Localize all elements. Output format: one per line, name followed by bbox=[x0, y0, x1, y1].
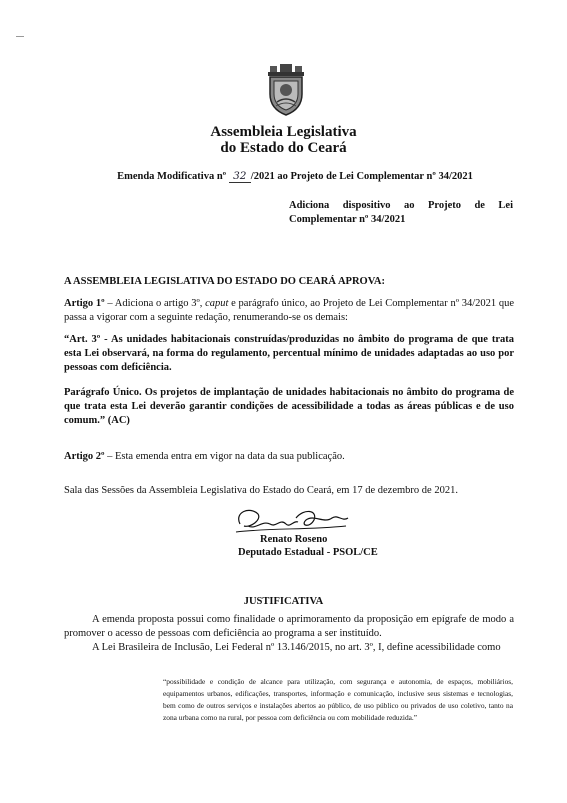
scan-mark bbox=[16, 36, 24, 37]
article-1-caput: caput bbox=[205, 298, 229, 309]
article-1-text-b: e parágrafo único, ao Projeto de Lei Complementar nº 34/2021 que passa a vigorar com a seguinte redação, renumerando-se os demais: bbox=[64, 298, 515, 323]
amendment-title bbox=[60, 170, 530, 183]
paragrafo-unico: Parágrafo Único. Os projetos de implantação de unidades habitacionais no âmbito do programa de que trata esta Lei deverão garantir condições de acessibilidade a todas as áreas públicas e de uso comum.” (AC) bbox=[64, 387, 514, 426]
article-2-label: Artigo 2º bbox=[64, 451, 105, 462]
article-2-text: – Esta emenda entra em vigor na data da sua publicação. bbox=[104, 451, 345, 462]
article-3-text: “Art. 3º - As unidades habitacionais construídas/produzidas no âmbito do programa de que trata esta Lei observará, na forma do regulamento, percentual mínimo de unidades adaptadas ao uso por pessoas com deficiência. bbox=[64, 334, 514, 373]
state-coat-of-arms-icon bbox=[266, 64, 306, 116]
article-1 bbox=[64, 297, 514, 325]
title-suffix: /2021 ao Projeto de Lei Complementar nº 34/2021 bbox=[250, 171, 473, 182]
justificativa-heading: JUSTIFICATIVA bbox=[243, 596, 324, 607]
approval-heading: A ASSEMBLEIA LEGISLATIVA DO ESTADO DO CEARÁ APROVA: bbox=[64, 276, 386, 287]
article-1-label: Artigo 1º bbox=[64, 298, 105, 309]
handwritten-amendment-number: 32 bbox=[229, 170, 251, 183]
signatory-name: Renato Roseno bbox=[260, 534, 328, 545]
signatory-role: Deputado Estadual - PSOL/CE bbox=[238, 547, 378, 558]
institution-name-line2: do Estado do Ceará bbox=[220, 140, 347, 156]
justificativa-paragraph-1: A emenda proposta possui como finalidade o aprimoramento da proposição em epígrafe de modo a promover o acesso de pessoas com deficiência ao programa a ser instituído. bbox=[64, 614, 514, 639]
session-place-date: Sala das Sessões da Assembleia Legislativa do Estado do Ceará, em 17 de dezembro de 2021. bbox=[64, 485, 458, 496]
institution-name-line1: Assembleia Legislativa bbox=[210, 124, 357, 140]
accessibility-definition-quote: “possibilidade e condição de alcance para utilização, com segurança e autonomia, de espaços, mobiliários, equipamentos urbanos, edificações, transportes, informação e comunicação, inclusive seus sistemas e tecnologias, bem como de outros serviços e instalações abertos ao público, de uso público ou privados de uso coletivo, tanto na zona urbana como na rural, por pessoa com deficiência ou com mobilidade reduzida.” bbox=[163, 677, 513, 722]
justificativa-paragraph-2: A Lei Brasileira de Inclusão, Lei Federal nº 13.146/2015, no art. 3º, I, define acessibilidade como bbox=[92, 642, 501, 653]
title-prefix: Emenda Modificativa nº bbox=[117, 171, 227, 182]
article-1-text-a: – Adiciona o artigo 3º, bbox=[104, 298, 206, 309]
article-2 bbox=[64, 450, 514, 464]
ementa: Adiciona dispositivo ao Projeto de Lei Complementar nº 34/2021 bbox=[289, 200, 513, 225]
